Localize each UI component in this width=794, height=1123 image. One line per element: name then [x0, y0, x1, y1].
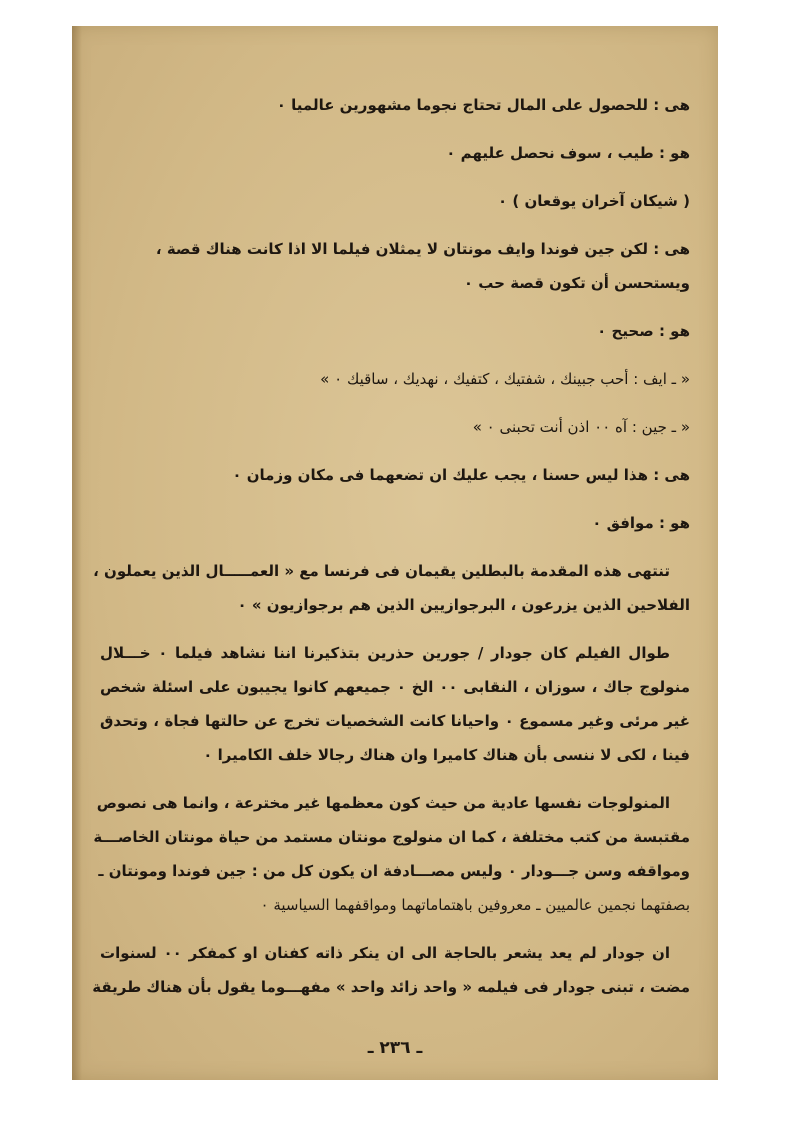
page-number: ـ ٢٣٦ ـ: [367, 1038, 423, 1058]
dialogue-line: هى : لكن جين فوندا وايف مونتان لا يمثلان فيلما الا اذا كانت هناك قصة ،: [155, 240, 690, 258]
paragraph-line: مضت ، تبنى جودار فى فيلمه « واحد زائد واحد » مفهـــوما يقول بأن هناك طريقة: [92, 978, 690, 996]
paragraph-line: طوال الفيلم كان جودار / جورين حذرين بتذكيرنا اننا نشاهد فيلما ٠ خـــلال: [100, 644, 670, 662]
dialogue-line: هو : موافق ٠: [592, 514, 690, 532]
dialogue-line: هو : طيب ، سوف نحصل عليهم ٠: [446, 144, 690, 162]
paragraph-line: ان جودار لم يعد يشعر بالحاجة الى ان ينكر ذاته كفنان او كمفكر ٠٠ لسنوات: [100, 944, 670, 962]
page-text: [92, 88, 691, 1004]
paragraph-line: تنتهى هذه المقدمة بالبطلين يقيمان فى فرنسا مع « العمـــــال الذين يعملون ،: [93, 562, 670, 580]
paragraph-line: المنولوجات نفسها عادية من حيث كون معظمها غير مخترعة ، وانما هى نصوص: [96, 794, 670, 812]
dialogue-line: ويستحسن أن تكون قصة حب ٠: [463, 274, 690, 292]
dialogue-line: هى : للحصول على المال تحتاج نجوما مشهورين عالميا ٠: [276, 96, 690, 114]
paragraph-line: بصفتهما نجمين عالميين ـ معروفين باهتماماتهما ومواقفهما السياسية ٠: [260, 896, 690, 914]
paragraph-line: مقتبسة من كتب مختلفة ، كما ان منولوج مونتان مستمد من حياة مونتان الخاصـــة: [93, 828, 690, 846]
dialogue-line: هى : هذا ليس حسنا ، يجب عليك ان تضعهما فى مكان وزمان ٠: [232, 466, 690, 484]
quote-line: « ـ جين : آه ٠٠ اذن أنت تحبنى ٠ »: [472, 418, 690, 436]
paragraph-line: منولوج جاك ، سوزان ، النقابى ٠٠ الخ ٠ جميعهم كانوا يجيبون على اسئلة شخص: [100, 678, 691, 696]
book-page: [72, 26, 718, 1080]
paragraph-line: الفلاحين الذين يزرعون ، البرجوازيين الذين هم برجوازيون » ٠: [237, 596, 690, 614]
stage-direction: ( شيكان آخران يوقعان ) ٠: [498, 192, 690, 210]
quote-line: « ـ ايف : أحب جبينك ، شفتيك ، كتفيك ، نهديك ، ساقيك ٠ »: [320, 370, 690, 388]
dialogue-line: هو : صحيح ٠: [597, 322, 690, 340]
paragraph-line: ومواقفه وسن جـــودار ٠ وليس مصـــادفة ان يكون كل من : جين فوندا ومونتان ـ: [98, 862, 690, 880]
paragraph-line: فينا ، لكى لا ننسى بأن هناك كاميرا وان هناك رجالا خلف الكاميرا ٠: [203, 746, 690, 764]
paragraph-line: غير مرئى وغير مسموع ٠ واحيانا كانت الشخصيات تخرج عن حالتها فجاة ، وتحدق: [100, 712, 690, 730]
